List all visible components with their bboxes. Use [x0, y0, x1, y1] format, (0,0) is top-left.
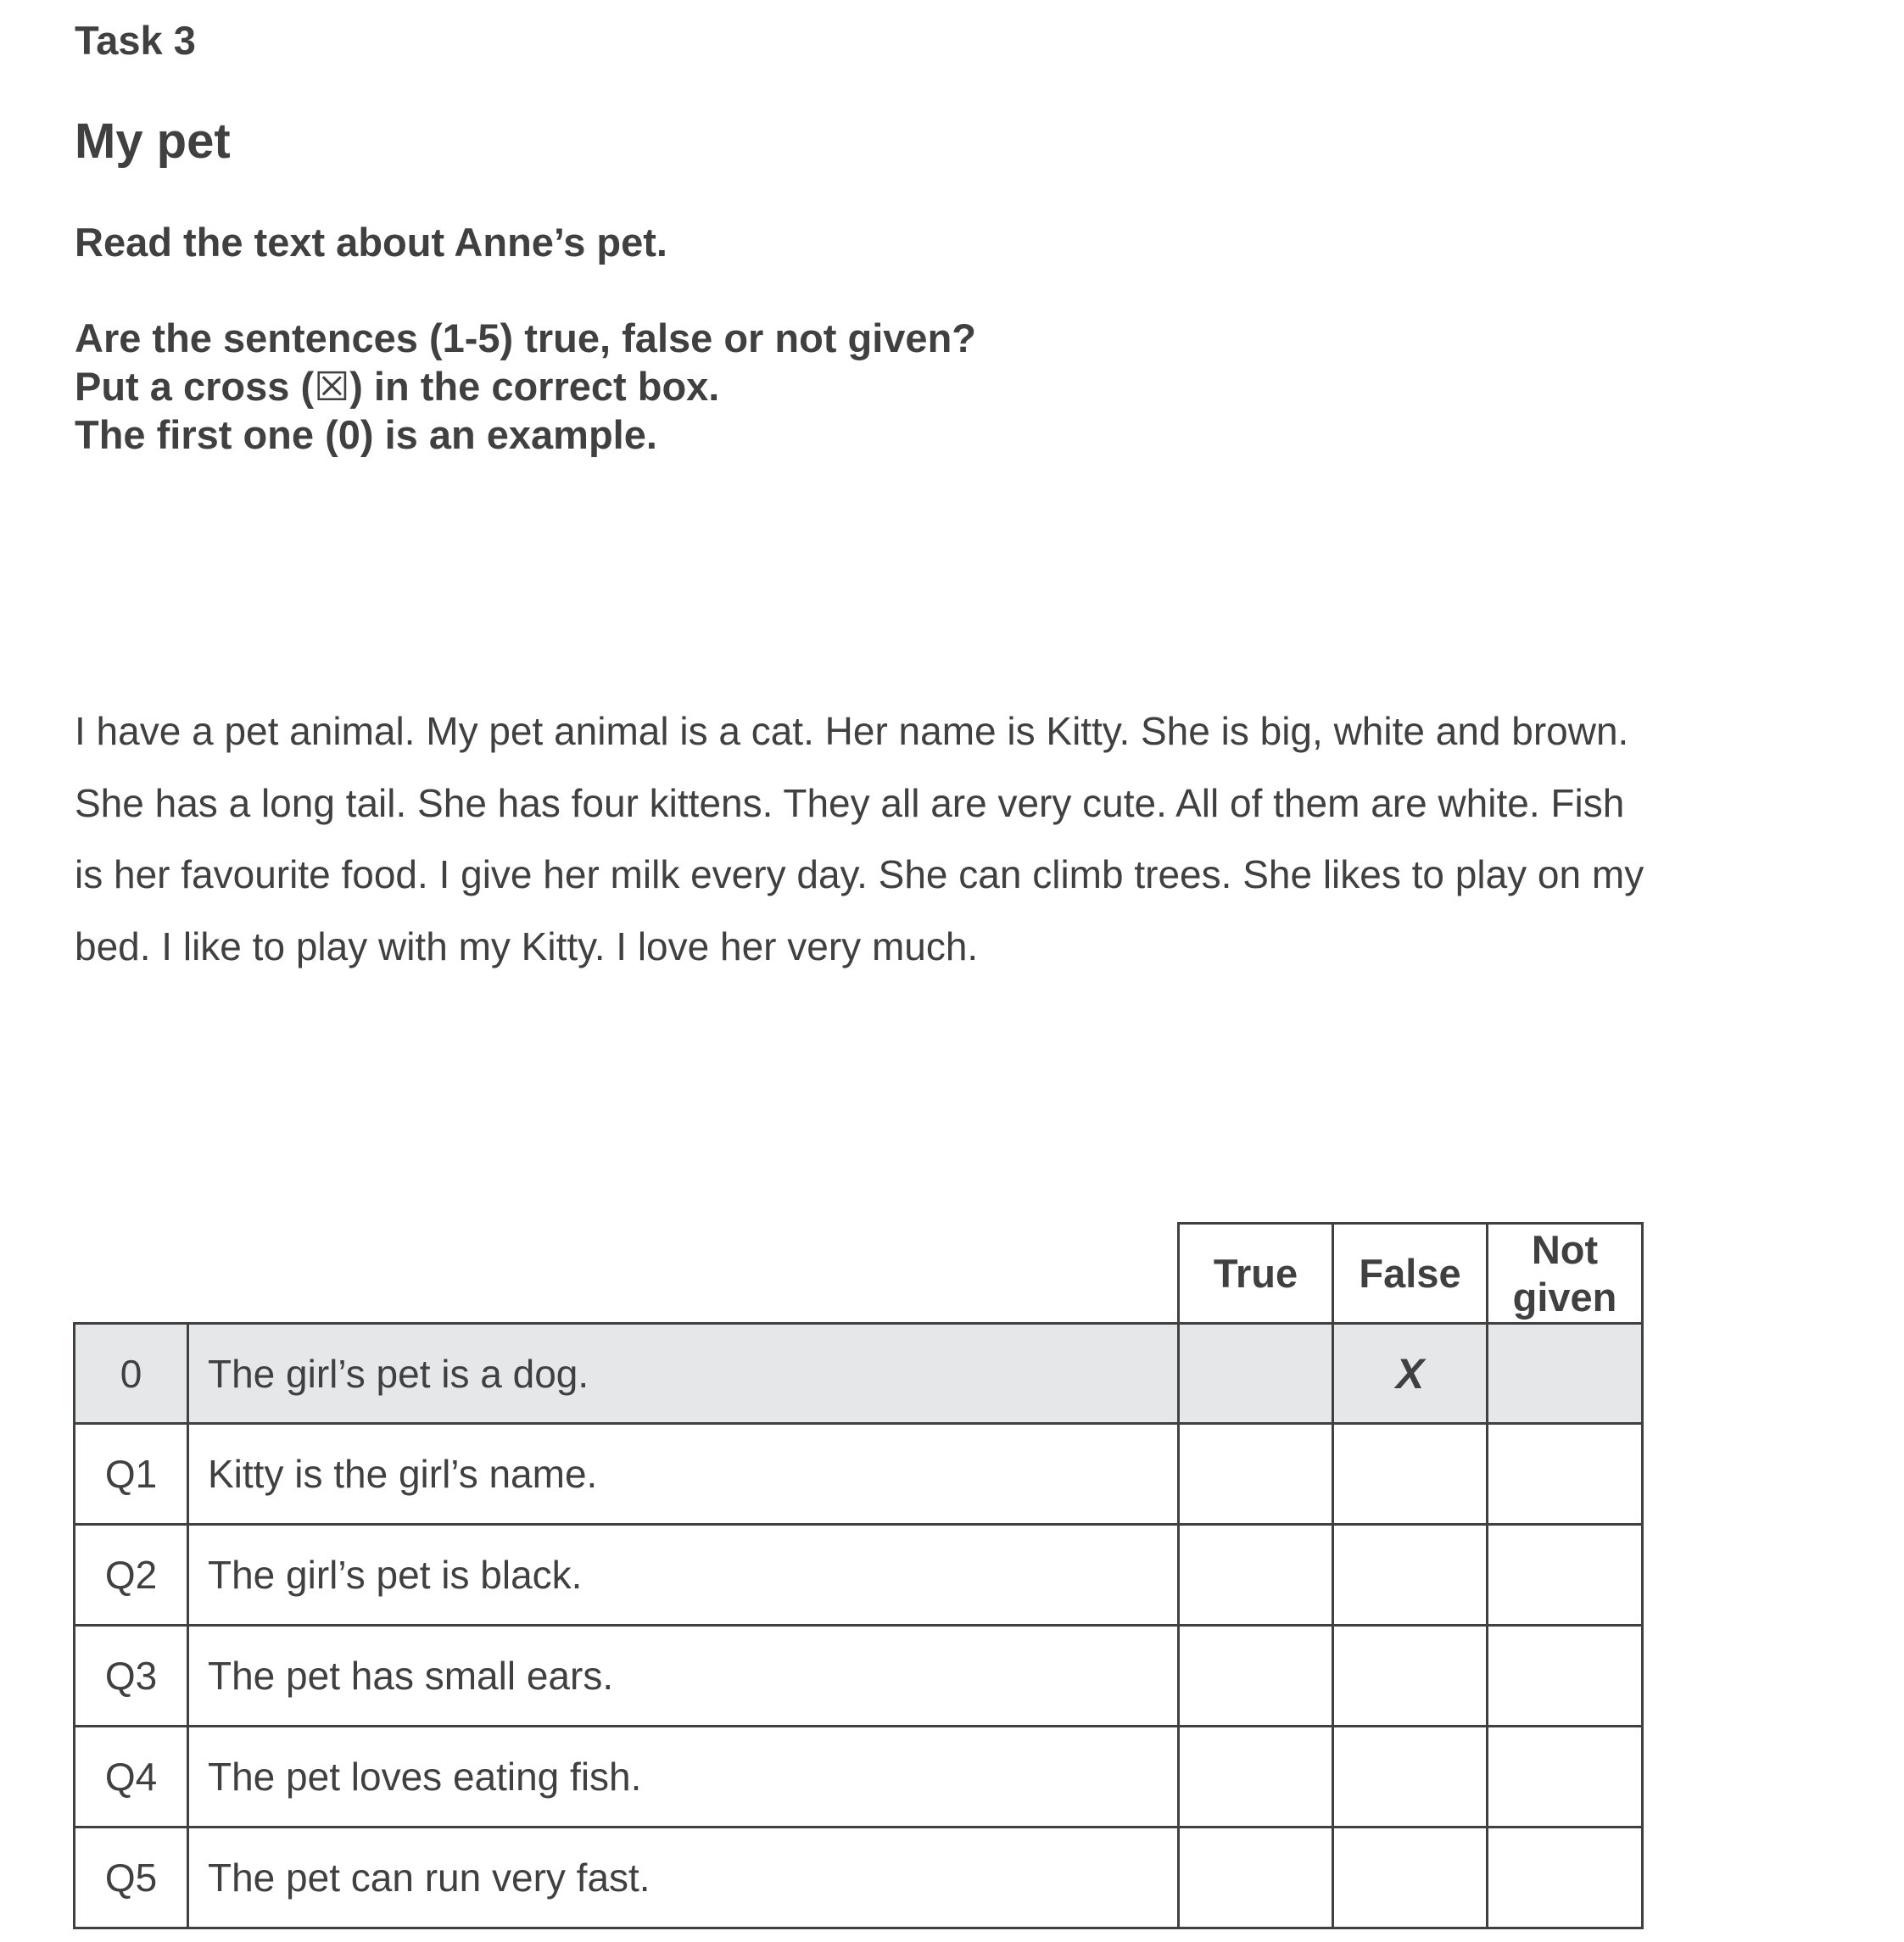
instruction-line: The first one (0) is an example. [75, 412, 657, 457]
false-box[interactable] [1332, 1422, 1488, 1526]
row-statement [187, 1322, 1180, 1425]
not-given-box[interactable] [1486, 1422, 1644, 1526]
not-given-box[interactable] [1486, 1523, 1644, 1627]
row-number [73, 1826, 189, 1929]
not-given-box[interactable] [1486, 1826, 1644, 1929]
row-number [73, 1523, 189, 1627]
row-number-label: 0 [120, 1351, 142, 1396]
true-box[interactable] [1177, 1422, 1334, 1526]
header-not-given-label-1: Not [1531, 1226, 1599, 1272]
passage-line: She has a long tail. She has four kittens. They all are very cute. All of them are white. Fish [75, 780, 1625, 825]
row-number-label: Q5 [104, 1856, 158, 1900]
row-number-label: Q4 [104, 1755, 158, 1799]
header-false-label: False [1359, 1250, 1461, 1296]
row-statement [187, 1422, 1180, 1526]
answer-instructions [75, 314, 976, 459]
false-box[interactable] [1332, 1322, 1488, 1425]
instruction-line: Are the sentences (1-5) true, false or not given? [75, 315, 976, 360]
header-not-given [1486, 1222, 1644, 1325]
row-number [73, 1624, 189, 1727]
row-statement [187, 1826, 1180, 1929]
header-true [1177, 1222, 1334, 1325]
row-statement [187, 1624, 1180, 1727]
false-box[interactable] [1332, 1624, 1488, 1727]
row-number-label: Q2 [104, 1553, 158, 1597]
passage-line: is her favourite food. I give her milk every day. She can climb trees. She likes to play on my [75, 852, 1644, 897]
row-number [73, 1322, 189, 1425]
row-number [73, 1725, 189, 1828]
row-statement-text: The girl’s pet is a dog. [208, 1351, 589, 1396]
passage-line: I have a pet animal. My pet animal is a cat. Her name is Kitty. She is big, white and brown. [75, 709, 1629, 753]
true-box[interactable] [1177, 1523, 1334, 1627]
passage-line: bed. I like to play with my Kitty. I love her very much. [75, 924, 979, 969]
page-title: My pet [75, 114, 231, 169]
header-true-label: True [1213, 1250, 1298, 1296]
row-statement-text: The pet loves eating fish. [208, 1755, 642, 1799]
row-statement-text: The girl’s pet is black. [208, 1553, 583, 1597]
row-number-label: Q1 [104, 1452, 158, 1496]
row-statement [187, 1523, 1180, 1627]
cross-mark: X [1395, 1349, 1425, 1398]
true-box[interactable] [1177, 1826, 1334, 1929]
true-box[interactable] [1177, 1725, 1334, 1828]
header-not-given-label-2: given [1512, 1274, 1617, 1320]
instruction-line: Put a cross (☒) in the correct box. [75, 364, 720, 409]
task-label: Task 3 [75, 18, 196, 63]
false-box[interactable] [1332, 1826, 1488, 1929]
row-statement-text: The pet has small ears. [208, 1654, 614, 1698]
header-false [1332, 1222, 1488, 1325]
row-number-label: Q3 [104, 1654, 158, 1698]
row-statement [187, 1725, 1180, 1828]
reading-passage [75, 695, 1771, 983]
not-given-box[interactable] [1486, 1725, 1644, 1828]
not-given-box[interactable] [1486, 1322, 1644, 1425]
false-box[interactable] [1332, 1523, 1488, 1627]
row-number [73, 1422, 189, 1526]
false-box[interactable] [1332, 1725, 1488, 1828]
row-statement-text: The pet can run very fast. [208, 1856, 650, 1900]
true-box[interactable] [1177, 1322, 1334, 1425]
read-instruction: Read the text about Anne’s pet. [75, 220, 667, 265]
true-box[interactable] [1177, 1624, 1334, 1727]
row-statement-text: Kitty is the girl’s name. [208, 1452, 598, 1496]
not-given-box[interactable] [1486, 1624, 1644, 1727]
